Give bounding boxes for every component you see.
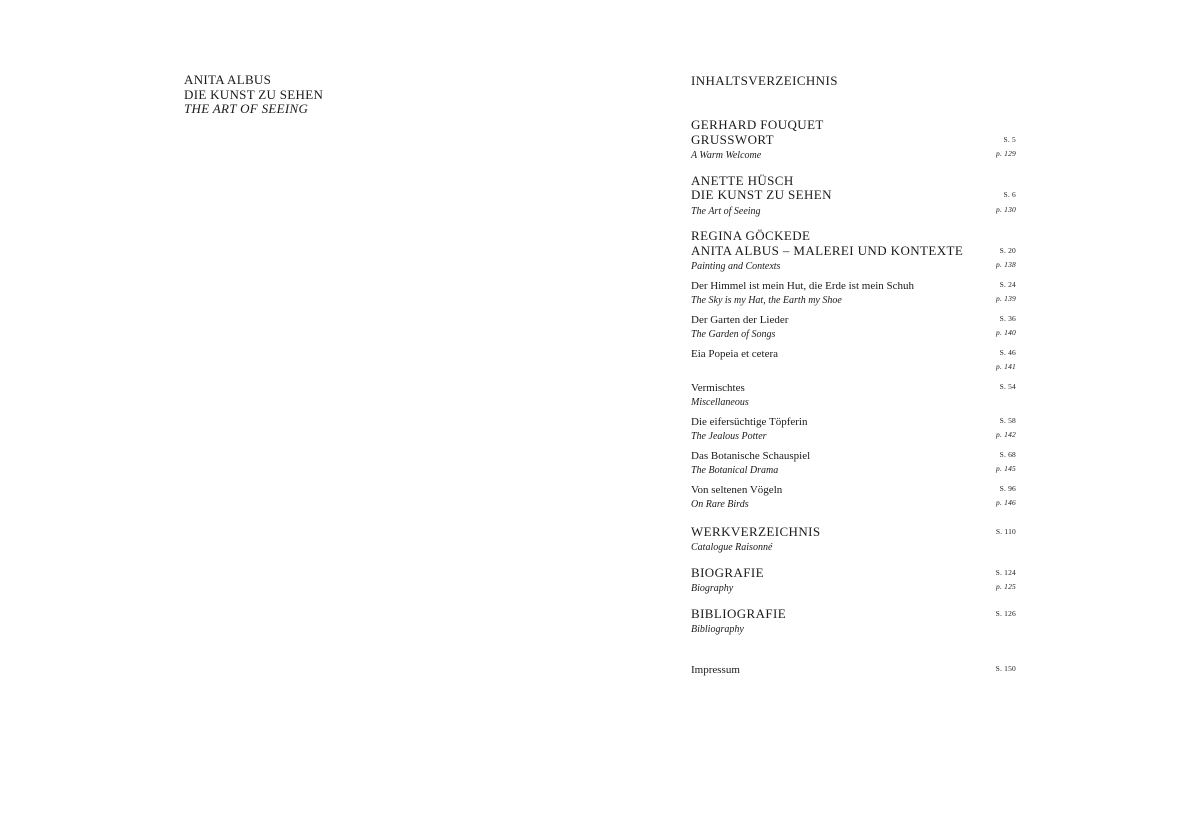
chapter-page-en: p. 139 xyxy=(996,294,1016,303)
essay-page-en: p. 129 xyxy=(996,149,1016,158)
section-page: S. 110 xyxy=(995,526,1016,536)
toc-chapter-entry[interactable] xyxy=(691,482,1016,511)
chapter-title-en: The Jealous Potter xyxy=(691,431,767,442)
essay-author: REGINA GÖCKEDE xyxy=(691,228,811,243)
chapter-title-en: The Garden of Songs xyxy=(691,329,776,340)
book-title-de: DIE KUNST ZU SEHEN xyxy=(184,86,324,102)
chapter-page-en: p. 141 xyxy=(996,362,1016,371)
chapter-title: Der Himmel ist mein Hut, die Erde ist mein Schuh xyxy=(691,279,915,292)
essay-page: S. 20 xyxy=(999,245,1016,255)
chapter-page: S. 68 xyxy=(999,449,1016,459)
impressum-page: S. 150 xyxy=(995,663,1016,673)
chapter-page: S. 46 xyxy=(999,347,1016,357)
chapter-page: S. 96 xyxy=(999,483,1016,493)
section-page: S. 126 xyxy=(995,608,1016,618)
chapter-page-en: p. 146 xyxy=(996,498,1016,507)
chapter-title-en: The Sky is my Hat, the Earth my Shoe xyxy=(691,295,842,306)
essay-title: ANITA ALBUS – MALEREI UND KONTEXTE xyxy=(691,242,964,258)
chapter-title-en: The Botanical Drama xyxy=(691,465,779,476)
essay-title: DIE KUNST ZU SEHEN xyxy=(691,187,832,202)
chapter-title-en: Miscellaneous xyxy=(691,397,749,408)
section-title: WERKVERZEICHNIS xyxy=(691,523,821,539)
section-title: BIOGRAFIE xyxy=(691,564,764,580)
essay-title-en: A Warm Welcome xyxy=(691,150,762,161)
toc-chapter-entry[interactable] xyxy=(691,380,1016,409)
section-title-en: Biography xyxy=(691,583,734,594)
essay-page-en: p. 130 xyxy=(996,204,1016,214)
chapter-title: Der Garten der Lieder xyxy=(691,313,789,326)
essay-author: ANETTE HÜSCH xyxy=(691,172,794,188)
section-title-en: Bibliography xyxy=(691,624,744,635)
toc-chapter-entry[interactable] xyxy=(691,414,1016,443)
essay-page: S. 6 xyxy=(1003,190,1016,199)
toc-heading: INHALTSVERZEICHNIS xyxy=(691,73,838,88)
toc-chapter-entry[interactable] xyxy=(691,312,1016,341)
toc-essay-entry[interactable] xyxy=(691,229,1016,273)
toc-section-entry[interactable] xyxy=(691,525,1016,554)
left-page-title-block xyxy=(184,73,484,117)
chapter-title-en: On Rare Birds xyxy=(691,499,749,510)
book-title-en: THE ART OF SEEING xyxy=(184,101,309,116)
toc-impressum-entry[interactable] xyxy=(691,662,1016,677)
toc-section-entry[interactable] xyxy=(691,607,1016,636)
table-of-contents xyxy=(691,73,1016,676)
chapter-title: Vermischtes xyxy=(691,381,745,394)
toc-section-entry[interactable] xyxy=(691,566,1016,595)
essay-page: S. 5 xyxy=(1003,134,1016,144)
toc-chapter-entry[interactable] xyxy=(691,278,1016,307)
essay-page-en: p. 138 xyxy=(996,260,1016,269)
essay-title-en: The Art of Seeing xyxy=(691,205,761,217)
chapter-page: S. 58 xyxy=(999,415,1016,425)
essay-author: GERHARD FOUQUET xyxy=(691,117,824,132)
essay-title-en: Painting and Contexts xyxy=(691,261,781,272)
toc-chapter-entry[interactable] xyxy=(691,448,1016,477)
section-title: BIBLIOGRAFIE xyxy=(691,605,787,621)
toc-chapter-entry[interactable] xyxy=(691,346,1016,375)
essay-title: GRUSSWORT xyxy=(691,131,774,147)
section-title-en: Catalogue Raisonné xyxy=(691,542,773,553)
section-page: S. 124 xyxy=(995,567,1016,577)
chapter-title: Von seltenen Vögeln xyxy=(691,483,783,496)
chapter-page: S. 36 xyxy=(999,313,1016,323)
chapter-page-en: p. 142 xyxy=(996,430,1016,439)
chapter-page: S. 54 xyxy=(999,381,1016,391)
chapter-title: Das Botanische Schauspiel xyxy=(691,449,811,462)
chapter-title: Eia Popeia et cetera xyxy=(691,347,779,360)
chapter-page: S. 24 xyxy=(999,279,1016,289)
chapter-title: Die eifersüchtige Töpferin xyxy=(691,415,808,428)
toc-essay-entry[interactable] xyxy=(691,174,1016,218)
book-author: ANITA ALBUS xyxy=(184,72,272,87)
toc-essay-entry[interactable] xyxy=(691,118,1016,162)
chapter-page-en: p. 140 xyxy=(996,328,1016,337)
chapter-page-en: p. 145 xyxy=(996,464,1016,473)
section-page-en: p. 125 xyxy=(996,582,1016,591)
impressum-title: Impressum xyxy=(691,663,740,676)
